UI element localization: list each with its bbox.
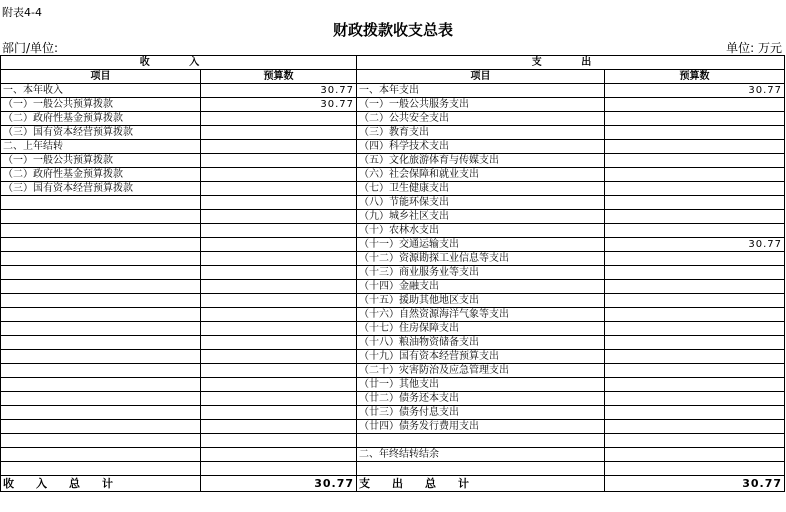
expense-item-cell: （七）卫生健康支出 [357,182,605,196]
expense-item-cell: （廿三）债务付息支出 [357,406,605,420]
income-item-cell [1,322,201,336]
expense-budget-cell [605,392,785,406]
section-header-row [1,56,785,70]
table-row [1,196,785,210]
table-row [1,84,785,98]
table-row [1,182,785,196]
expense-item-cell: （十一）交通运输支出 [357,238,605,252]
expense-item-cell: （十五）援助其他地区支出 [357,294,605,308]
income-budget-cell [201,252,357,266]
expense-budget-cell [605,308,785,322]
income-item-cell [1,266,201,280]
income-budget-cell [201,266,357,280]
expense-budget-cell [605,196,785,210]
income-budget-cell [201,420,357,434]
expense-item-cell: 二、年终结转结余 [357,448,605,462]
expense-item-cell: （十九）国有资本经营预算支出 [357,350,605,364]
income-item-cell [1,462,201,476]
expense-item-cell: （十）农林水支出 [357,224,605,238]
expense-budget-cell [605,224,785,238]
expense-budget-cell: 30.77 [605,238,785,252]
income-item-cell [1,224,201,238]
expense-item-cell: （十二）资源勘探工业信息等支出 [357,252,605,266]
table-row [1,252,785,266]
expense-budget-cell [605,252,785,266]
expense-item-cell: （八）节能环保支出 [357,196,605,210]
income-item-cell: 二、上年结转 [1,140,201,154]
table-row [1,378,785,392]
table-row [1,420,785,434]
income-item-cell: （一）一般公共预算拨款 [1,98,201,112]
expense-budget-cell [605,462,785,476]
income-budget-cell [201,336,357,350]
expense-budget-cell [605,112,785,126]
income-item-cell [1,364,201,378]
table-row [1,224,785,238]
department-label: 部门/单位: [2,41,59,55]
income-item-cell [1,196,201,210]
income-budget-cell [201,112,357,126]
expense-budget-cell [605,294,785,308]
expense-budget-cell [605,154,785,168]
expense-item-cell [357,462,605,476]
income-item-cell [1,448,201,462]
income-budget-cell [201,294,357,308]
expense-total-value: 30.77 [605,476,785,492]
unit-label: 单位: 万元 [726,41,782,55]
income-item-cell [1,280,201,294]
income-item-cell: （二）政府性基金预算拨款 [1,168,201,182]
expense-item-cell: （四）科学技术支出 [357,140,605,154]
table-row [1,112,785,126]
totals-row [1,476,785,492]
income-item-cell: （二）政府性基金预算拨款 [1,112,201,126]
income-budget-cell [201,322,357,336]
income-item-cell: （一）一般公共预算拨款 [1,154,201,168]
income-item-cell [1,392,201,406]
income-budget-cell [201,378,357,392]
income-total-label: 收入总计 [1,476,201,492]
income-budget-cell: 30.77 [201,84,357,98]
expense-budget-cell [605,168,785,182]
income-budget-cell [201,392,357,406]
expense-budget-cell [605,126,785,140]
income-item-cell [1,434,201,448]
table-row [1,364,785,378]
table-row [1,406,785,420]
column-header-row [1,70,785,84]
income-budget-cell [201,210,357,224]
expense-section-header: 支 出 [357,56,785,70]
expense-item-cell: （十三）商业服务业等支出 [357,266,605,280]
table-row [1,168,785,182]
expense-item-cell [357,434,605,448]
income-budget-cell: 30.77 [201,98,357,112]
expense-budget-cell [605,322,785,336]
expense-budget-header: 预算数 [605,70,785,84]
expense-item-header: 项目 [357,70,605,84]
expense-budget-cell [605,280,785,294]
table-row [1,98,785,112]
expense-budget-cell [605,210,785,224]
expense-budget-cell [605,378,785,392]
table-row [1,336,785,350]
table-row [1,294,785,308]
table-row [1,350,785,364]
expense-budget-cell [605,266,785,280]
income-item-cell: 一、本年收入 [1,84,201,98]
expense-item-cell: （廿二）债务还本支出 [357,392,605,406]
expense-item-cell: （二）公共安全支出 [357,112,605,126]
table-row [1,462,785,476]
income-item-cell [1,350,201,364]
income-budget-cell [201,224,357,238]
income-budget-cell [201,364,357,378]
expense-item-cell: （廿一）其他支出 [357,378,605,392]
income-item-cell [1,308,201,322]
income-item-cell [1,336,201,350]
expense-item-cell: （五）文化旅游体育与传媒支出 [357,154,605,168]
income-budget-cell [201,350,357,364]
expense-budget-cell [605,350,785,364]
expense-item-cell: （三）教育支出 [357,126,605,140]
table-row [1,140,785,154]
income-item-cell [1,238,201,252]
expense-item-cell: （廿四）债务发行费用支出 [357,420,605,434]
table-row [1,434,785,448]
expense-item-cell: （十七）住房保障支出 [357,322,605,336]
expense-item-cell: （十六）自然资源海洋气象等支出 [357,308,605,322]
appendix-number: 附表4-4 [2,6,42,19]
income-section-header: 收 入 [1,56,357,70]
table-row [1,322,785,336]
expense-total-label: 支出总计 [357,476,605,492]
table-row [1,308,785,322]
table-row [1,238,785,252]
expense-budget-cell [605,182,785,196]
income-item-cell [1,420,201,434]
income-item-cell [1,252,201,266]
income-budget-cell [201,196,357,210]
expense-budget-cell [605,336,785,350]
income-budget-header: 预算数 [201,70,357,84]
expense-item-cell: （十四）金融支出 [357,280,605,294]
expense-item-cell: 一、本年支出 [357,84,605,98]
expense-budget-cell [605,406,785,420]
expense-budget-cell [605,434,785,448]
table-row [1,392,785,406]
income-item-cell [1,210,201,224]
expense-item-cell: （十八）粮油物资储备支出 [357,336,605,350]
income-budget-cell [201,406,357,420]
expense-item-cell: （二十）灾害防治及应急管理支出 [357,364,605,378]
expense-budget-cell [605,364,785,378]
expense-budget-cell [605,140,785,154]
income-item-cell: （三）国有资本经营预算拨款 [1,126,201,140]
budget-summary-table [0,55,785,492]
table-row [1,154,785,168]
income-item-cell [1,294,201,308]
expense-budget-cell [605,448,785,462]
income-item-header: 项目 [1,70,201,84]
expense-budget-cell [605,98,785,112]
income-budget-cell [201,126,357,140]
income-budget-cell [201,154,357,168]
income-total-value: 30.77 [201,476,357,492]
income-item-cell [1,378,201,392]
income-item-cell: （三）国有资本经营预算拨款 [1,182,201,196]
income-budget-cell [201,308,357,322]
income-budget-cell [201,168,357,182]
income-budget-cell [201,448,357,462]
table-row [1,448,785,462]
income-budget-cell [201,434,357,448]
table-row [1,210,785,224]
income-budget-cell [201,280,357,294]
table-row [1,280,785,294]
table-row [1,126,785,140]
income-budget-cell [201,182,357,196]
expense-budget-cell [605,420,785,434]
income-item-cell [1,406,201,420]
page-title: 财政拨款收支总表 [332,21,453,39]
income-budget-cell [201,238,357,252]
expense-item-cell: （九）城乡社区支出 [357,210,605,224]
expense-item-cell: （一）一般公共服务支出 [357,98,605,112]
expense-item-cell: （六）社会保障和就业支出 [357,168,605,182]
expense-budget-cell: 30.77 [605,84,785,98]
table-row [1,266,785,280]
income-budget-cell [201,140,357,154]
income-budget-cell [201,462,357,476]
